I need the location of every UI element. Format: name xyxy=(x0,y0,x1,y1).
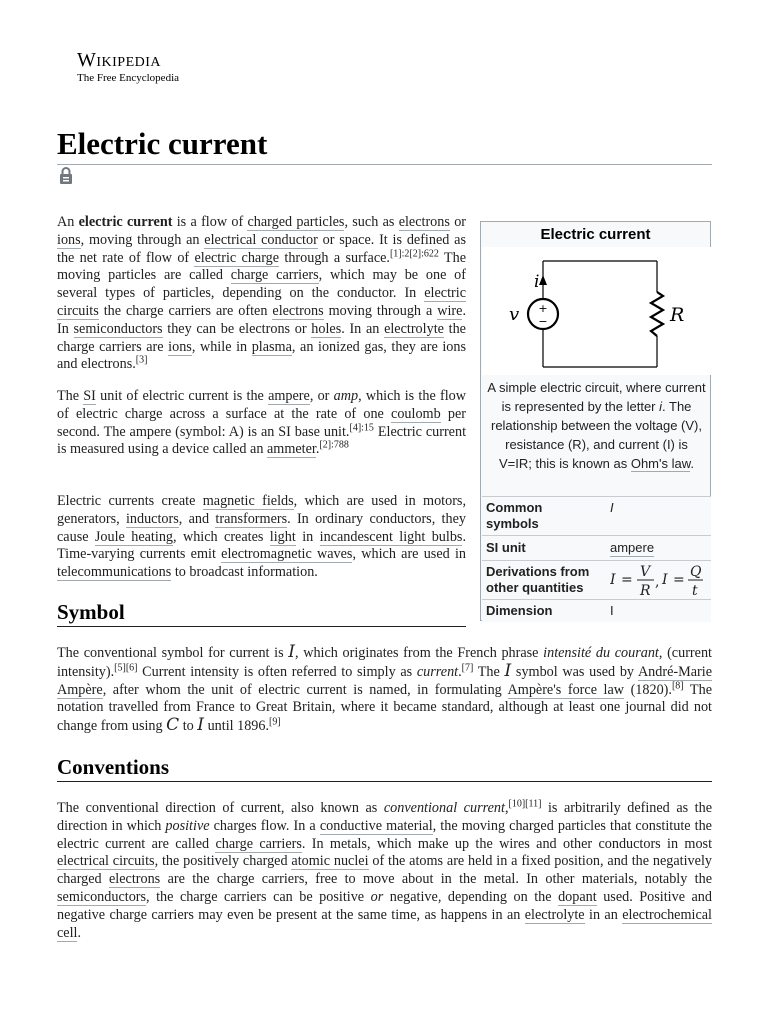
link-wire[interactable]: wire xyxy=(437,302,463,319)
bold-term: electric current xyxy=(78,214,173,230)
link-electrons-2[interactable]: electrons xyxy=(272,302,324,319)
infobox-key: Common symbols xyxy=(486,500,543,531)
link-inductors[interactable]: inductors xyxy=(125,510,179,527)
wikipedia-wordmark[interactable] xyxy=(77,49,179,85)
infobox-row-common-symbols xyxy=(482,496,711,535)
link-ions[interactable]: ions xyxy=(57,231,81,248)
link-plasma[interactable]: plasma xyxy=(251,338,292,355)
reference-9[interactable]: [8] xyxy=(671,679,684,691)
link-ampere[interactable]: ampere xyxy=(268,388,310,404)
infobox xyxy=(480,221,711,621)
link-charged-particles[interactable]: charged particles xyxy=(247,214,345,230)
link-andre-marie-ampere[interactable]: André-Marie Ampère xyxy=(57,663,712,698)
minus-sign: − xyxy=(538,315,548,328)
svg-text:R: R xyxy=(640,583,651,599)
lock-icon[interactable] xyxy=(57,166,75,186)
reference-2[interactable]: [2]:622 xyxy=(409,247,439,259)
link-semiconductors[interactable]: semiconductors xyxy=(73,320,163,337)
link-electrons[interactable]: electrons xyxy=(398,214,450,230)
page-title: Electric current xyxy=(57,124,712,165)
infobox-row-dimension xyxy=(482,599,711,622)
link-si[interactable]: SI xyxy=(83,388,96,404)
reference-3[interactable]: [3] xyxy=(135,354,148,366)
link-amperes-force-law[interactable]: Ampère's force law xyxy=(507,681,625,698)
infobox-row-si-unit xyxy=(482,535,711,560)
reference-7[interactable]: [6] xyxy=(125,662,138,674)
svg-text:=: = xyxy=(621,572,633,588)
link-atomic-nuclei[interactable]: atomic nuclei xyxy=(291,853,369,870)
resistor-icon xyxy=(651,292,663,336)
link-ions-2[interactable]: ions xyxy=(168,338,192,355)
infobox-value: I xyxy=(610,603,614,618)
svg-text:,: , xyxy=(655,574,660,590)
link-semiconductors-2[interactable]: semiconductors xyxy=(57,888,147,905)
reference-6[interactable]: [5] xyxy=(114,662,126,674)
current-arrow-icon xyxy=(539,275,547,285)
conventions-paragraph: The conventional direction of current, also known as conventional current,[10][11] is arbitrarily defined as the direction in which positive charges flow. In a conductive material, the moving charged particles that constitute the electric current are called charge carriers. In metals, which make up the wires and other conductors in most electrical circuits, the positively charged atomic nuclei of the atoms are held in a fixed position, and the negatively charged electrons are the charge carriers, free to move about in the metal. In other materials, notably the semiconductors, the charge carriers can be positive or negative, depending on the dopant used. Positive and negative charge carriers may even be present at the same time, as happens in an electrolyte in an electrochemical cell. xyxy=(57,798,713,941)
link-electrolyte-2[interactable]: electrolyte xyxy=(524,906,585,923)
intro-paragraph-1: An electric current is a flow of charged particles, such as electrons or ions, moving through an electrical conductor or space. It is defined as the net rate of flow of electric charge through a surface.$^{[1]:2[2]:622}$ The moving particles are called charge carriers, which may be one of several types of particles, depending on the conductor. In electric circuits the charge carriers are often electrons moving through a wire. In semiconductors they can be electrons or holes. In an electrolyte the charge carriers are ions, while in plasma, an ionized gas, they are ions and electrons.[3] xyxy=(57,214,467,373)
section-heading-symbol: Symbol xyxy=(57,598,466,627)
svg-text:t: t xyxy=(692,583,698,599)
svg-text:I: I xyxy=(610,572,616,588)
link-conductive-material[interactable]: conductive material xyxy=(319,817,433,834)
infobox-key: SI unit xyxy=(486,540,526,555)
svg-text:Q: Q xyxy=(690,564,702,580)
infobox-key: Derivations from other quantities xyxy=(486,564,590,595)
infobox-caption: A simple electric circuit, where current is represented by the letter i. The relationship between the voltage (V), resistance (R), and current (I) is V=IR; this is known as Ohm's law. xyxy=(487,380,706,471)
svg-text:I: I xyxy=(662,572,668,588)
link-ammeter[interactable]: ammeter xyxy=(266,441,316,458)
link-joule-heating[interactable]: Joule heating xyxy=(94,528,174,545)
infobox-value: I xyxy=(610,500,614,515)
link-charge-carriers-2[interactable]: charge carriers xyxy=(215,835,302,852)
reference-4[interactable]: [4]:15 xyxy=(349,421,374,433)
link-electrical-conductor[interactable]: electrical conductor xyxy=(204,231,318,248)
current-label: i xyxy=(534,272,540,292)
svg-text:V: V xyxy=(640,564,651,580)
link-electrons-3[interactable]: electrons xyxy=(109,871,161,888)
plus-sign: + xyxy=(538,302,548,315)
link-light[interactable]: light xyxy=(269,528,296,545)
link-electrical-circuits[interactable]: electrical circuits xyxy=(57,853,155,870)
symbol-paragraph: The conventional symbol for current is I, which originates from the French phrase intensité du courant, (current intensity).[5][6] Current intensity is often referred to simply as current.[7] The I symbol was used by André-Marie Ampère, after whom the unit of electric current is named, in formulating Ampère's force law (1820).[8] The notation travelled from France to Great Britain, where it became standard, although at least one journal did not change from using C to I until 1896.[9] xyxy=(57,642,712,736)
reference-8[interactable]: [7] xyxy=(461,662,474,674)
reference-12[interactable]: [11] xyxy=(525,798,542,810)
voltage-label: v xyxy=(509,304,520,325)
link-electrochemical-cell[interactable]: electrochemical cell xyxy=(57,906,712,941)
reference-11[interactable]: [10] xyxy=(508,798,526,810)
intro-paragraph-3: Electric currents create magnetic fields, which are used in motors, generators, inductors, and transformers. In ordinary conductors, they cause Joule heating, which creates light in incandescent light bulbs. Time-varying currents emit electromagnetic waves, which are used in telecommunications to broadcast information. xyxy=(57,493,467,581)
link-holes[interactable]: holes xyxy=(311,320,342,337)
link-charge-carriers[interactable]: charge carriers xyxy=(230,267,319,284)
infobox-row-derivations xyxy=(482,560,711,599)
link-ohms-law[interactable]: Ohm's law xyxy=(630,456,691,471)
link-electric-charge[interactable]: electric charge xyxy=(194,249,280,266)
svg-text:=: = xyxy=(673,572,685,588)
link-telecommunications[interactable]: telecommunications xyxy=(57,564,172,581)
site-tagline: The Free Encyclopedia xyxy=(77,72,180,84)
link-electrolyte[interactable]: electrolyte xyxy=(384,320,444,337)
infobox-title: Electric current xyxy=(540,226,651,243)
reference-5[interactable]: [2]:788 xyxy=(319,439,349,451)
link-dopant[interactable]: dopant xyxy=(558,888,597,905)
link-magnetic-fields[interactable]: magnetic fields xyxy=(202,493,294,509)
section-heading-conventions: Conventions xyxy=(57,753,712,782)
link-electric-circuits[interactable]: electric circuits xyxy=(57,285,466,319)
site-name: Wikipedia xyxy=(77,49,162,71)
reference-1[interactable]: [1]:2 xyxy=(389,247,410,259)
link-incandescent-light-bulbs[interactable]: incandescent light bulbs xyxy=(319,528,463,545)
derivation-formula xyxy=(610,561,708,599)
circuit-diagram[interactable] xyxy=(482,247,711,375)
reference-10[interactable]: [9] xyxy=(269,716,281,728)
resistor-label: R xyxy=(670,304,685,326)
intro-paragraph-2: The SI unit of electric current is the ampere, or amp, which is the flow of electric charge across a surface at the rate of one coulomb per second. The ampere (symbol: A) is an SI base unit.$^{[4]:15}$ Electric current is measured using a device called an ammeter.$^{[2]:788}$ xyxy=(57,388,467,458)
link-coulomb[interactable]: coulomb xyxy=(391,405,441,422)
link-ampere-infobox[interactable]: ampere xyxy=(610,540,655,555)
infobox-key: Dimension xyxy=(486,603,553,618)
link-transformers[interactable]: transformers xyxy=(215,510,288,527)
link-electromagnetic-waves[interactable]: electromagnetic waves xyxy=(221,546,353,563)
circuit-diagram-svg xyxy=(482,247,711,375)
